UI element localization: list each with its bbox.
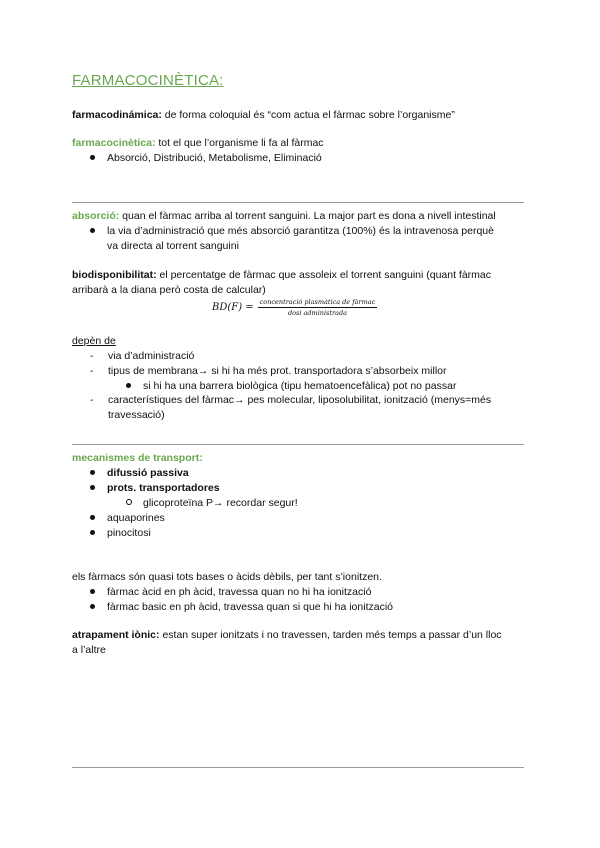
dash-bullet: - bbox=[90, 365, 94, 377]
list-item-continuation: travessació) bbox=[108, 409, 165, 421]
list-item bbox=[126, 379, 524, 394]
bullet-icon bbox=[90, 604, 95, 609]
bullet-icon bbox=[90, 228, 95, 233]
list-item-text: aquaporines bbox=[107, 512, 165, 524]
term-atrapament: atrapament iònic: bbox=[72, 629, 160, 641]
bullet-icon bbox=[90, 530, 95, 535]
bullet-icon bbox=[126, 383, 131, 388]
definition-continuation: a l’altre bbox=[72, 644, 106, 656]
definition-text: de forma coloquial és “com actua el fàrmac sobre l’organisme” bbox=[161, 109, 455, 121]
farmacocinetica-definition bbox=[72, 136, 524, 151]
bioavailability-formula bbox=[212, 298, 377, 317]
definition-text: estan super ionitzats i no travessen, tarden més temps a passar d’un lloc bbox=[159, 629, 502, 641]
term-farmacodinamica: farmacodinámica: bbox=[72, 109, 162, 121]
formula-denominator: dosi administrada bbox=[287, 309, 348, 317]
list-item bbox=[90, 349, 524, 364]
list-item bbox=[90, 151, 524, 166]
list-item bbox=[90, 466, 524, 481]
circle-bullet-icon bbox=[126, 499, 132, 505]
list-item-text: difussió passiva bbox=[107, 467, 189, 479]
depen-heading: depèn de bbox=[72, 335, 116, 347]
list-item-text: fàrmac basic en ph àcid, travessa quan si que hi ha ionització bbox=[107, 601, 393, 613]
definition-text: tot el que l’organisme li fa al fàrmac bbox=[155, 137, 324, 149]
list-item bbox=[90, 224, 524, 239]
formula-fraction bbox=[258, 298, 378, 317]
bullet-icon bbox=[90, 589, 95, 594]
list-item-text: glicoproteïna P→ recordar segur! bbox=[143, 497, 298, 509]
list-item-text: fàrmac àcid en ph àcid, travessa quan no hi ha ionització bbox=[107, 586, 372, 598]
list-item-text: si hi ha una barrera biològica (tipu hematoencefàlica) pot no passar bbox=[143, 380, 457, 392]
divider bbox=[72, 202, 524, 203]
term-absorcio: absorció: bbox=[72, 210, 120, 222]
term-farmacocinetica: farmacocinètica: bbox=[72, 137, 156, 149]
list-item bbox=[90, 600, 524, 615]
list-item bbox=[90, 585, 524, 600]
list-item-text: tipus de membrana→ si hi ha més prot. transportadora s’absorbeix millor bbox=[108, 365, 447, 377]
dash-bullet: - bbox=[90, 394, 94, 406]
absorcio-definition bbox=[72, 209, 524, 224]
list-item bbox=[90, 481, 524, 496]
list-item bbox=[90, 526, 524, 541]
list-item bbox=[90, 393, 524, 408]
definition-continuation: arribarà a la diana però costa de calcular) bbox=[72, 284, 266, 296]
page-title: FARMACOCINÈTICA: bbox=[72, 72, 224, 89]
dash-bullet: - bbox=[90, 350, 94, 362]
bullet-icon bbox=[90, 470, 95, 475]
definition-text: el percentatge de fàrmac que assoleix el torrent sanguini (quant fàrmac bbox=[156, 269, 492, 281]
definition-text: quan el fàrmac arriba al torrent sanguini. La major part es dona a nivell intestinal bbox=[119, 210, 496, 222]
list-item bbox=[90, 364, 524, 379]
list-item-text: via d’administració bbox=[108, 350, 195, 362]
bullet-icon bbox=[90, 485, 95, 490]
bullet-icon bbox=[90, 155, 95, 160]
list-item bbox=[126, 496, 524, 511]
list-item-text: característiques del fàrmac→ pes molecular, liposolubilitat, ionització (menys=més bbox=[108, 394, 492, 406]
formula-numerator: concentració plasmàtica de fàrmac bbox=[259, 298, 376, 306]
bullet-icon bbox=[90, 515, 95, 520]
list-item-text: prots. transportadores bbox=[107, 482, 220, 494]
list-item-text: pinocitosi bbox=[107, 527, 151, 539]
mecanismes-heading: mecanismes de transport: bbox=[72, 452, 203, 464]
farmacodinamica-definition bbox=[72, 108, 524, 123]
divider bbox=[72, 767, 524, 768]
formula-lhs: BD(F) = bbox=[212, 302, 254, 313]
biodisponibilitat-definition bbox=[72, 268, 524, 283]
divider bbox=[72, 444, 524, 445]
list-item bbox=[90, 511, 524, 526]
atrapament-definition bbox=[72, 628, 524, 643]
list-item-continuation: va directa al torrent sanguini bbox=[107, 240, 239, 252]
list-item-text: Absorció, Distribució, Metabolisme, Eliminació bbox=[107, 152, 322, 164]
term-biodisponibilitat: biodisponibilitat: bbox=[72, 269, 157, 281]
ionitzacio-text: els fàrmacs són quasi tots bases o àcids dèbils, per tant s’ionitzen. bbox=[72, 571, 382, 583]
list-item-text: la via d’administració que més absorció garantitza (100%) és la intravenosa perquè bbox=[107, 225, 494, 237]
